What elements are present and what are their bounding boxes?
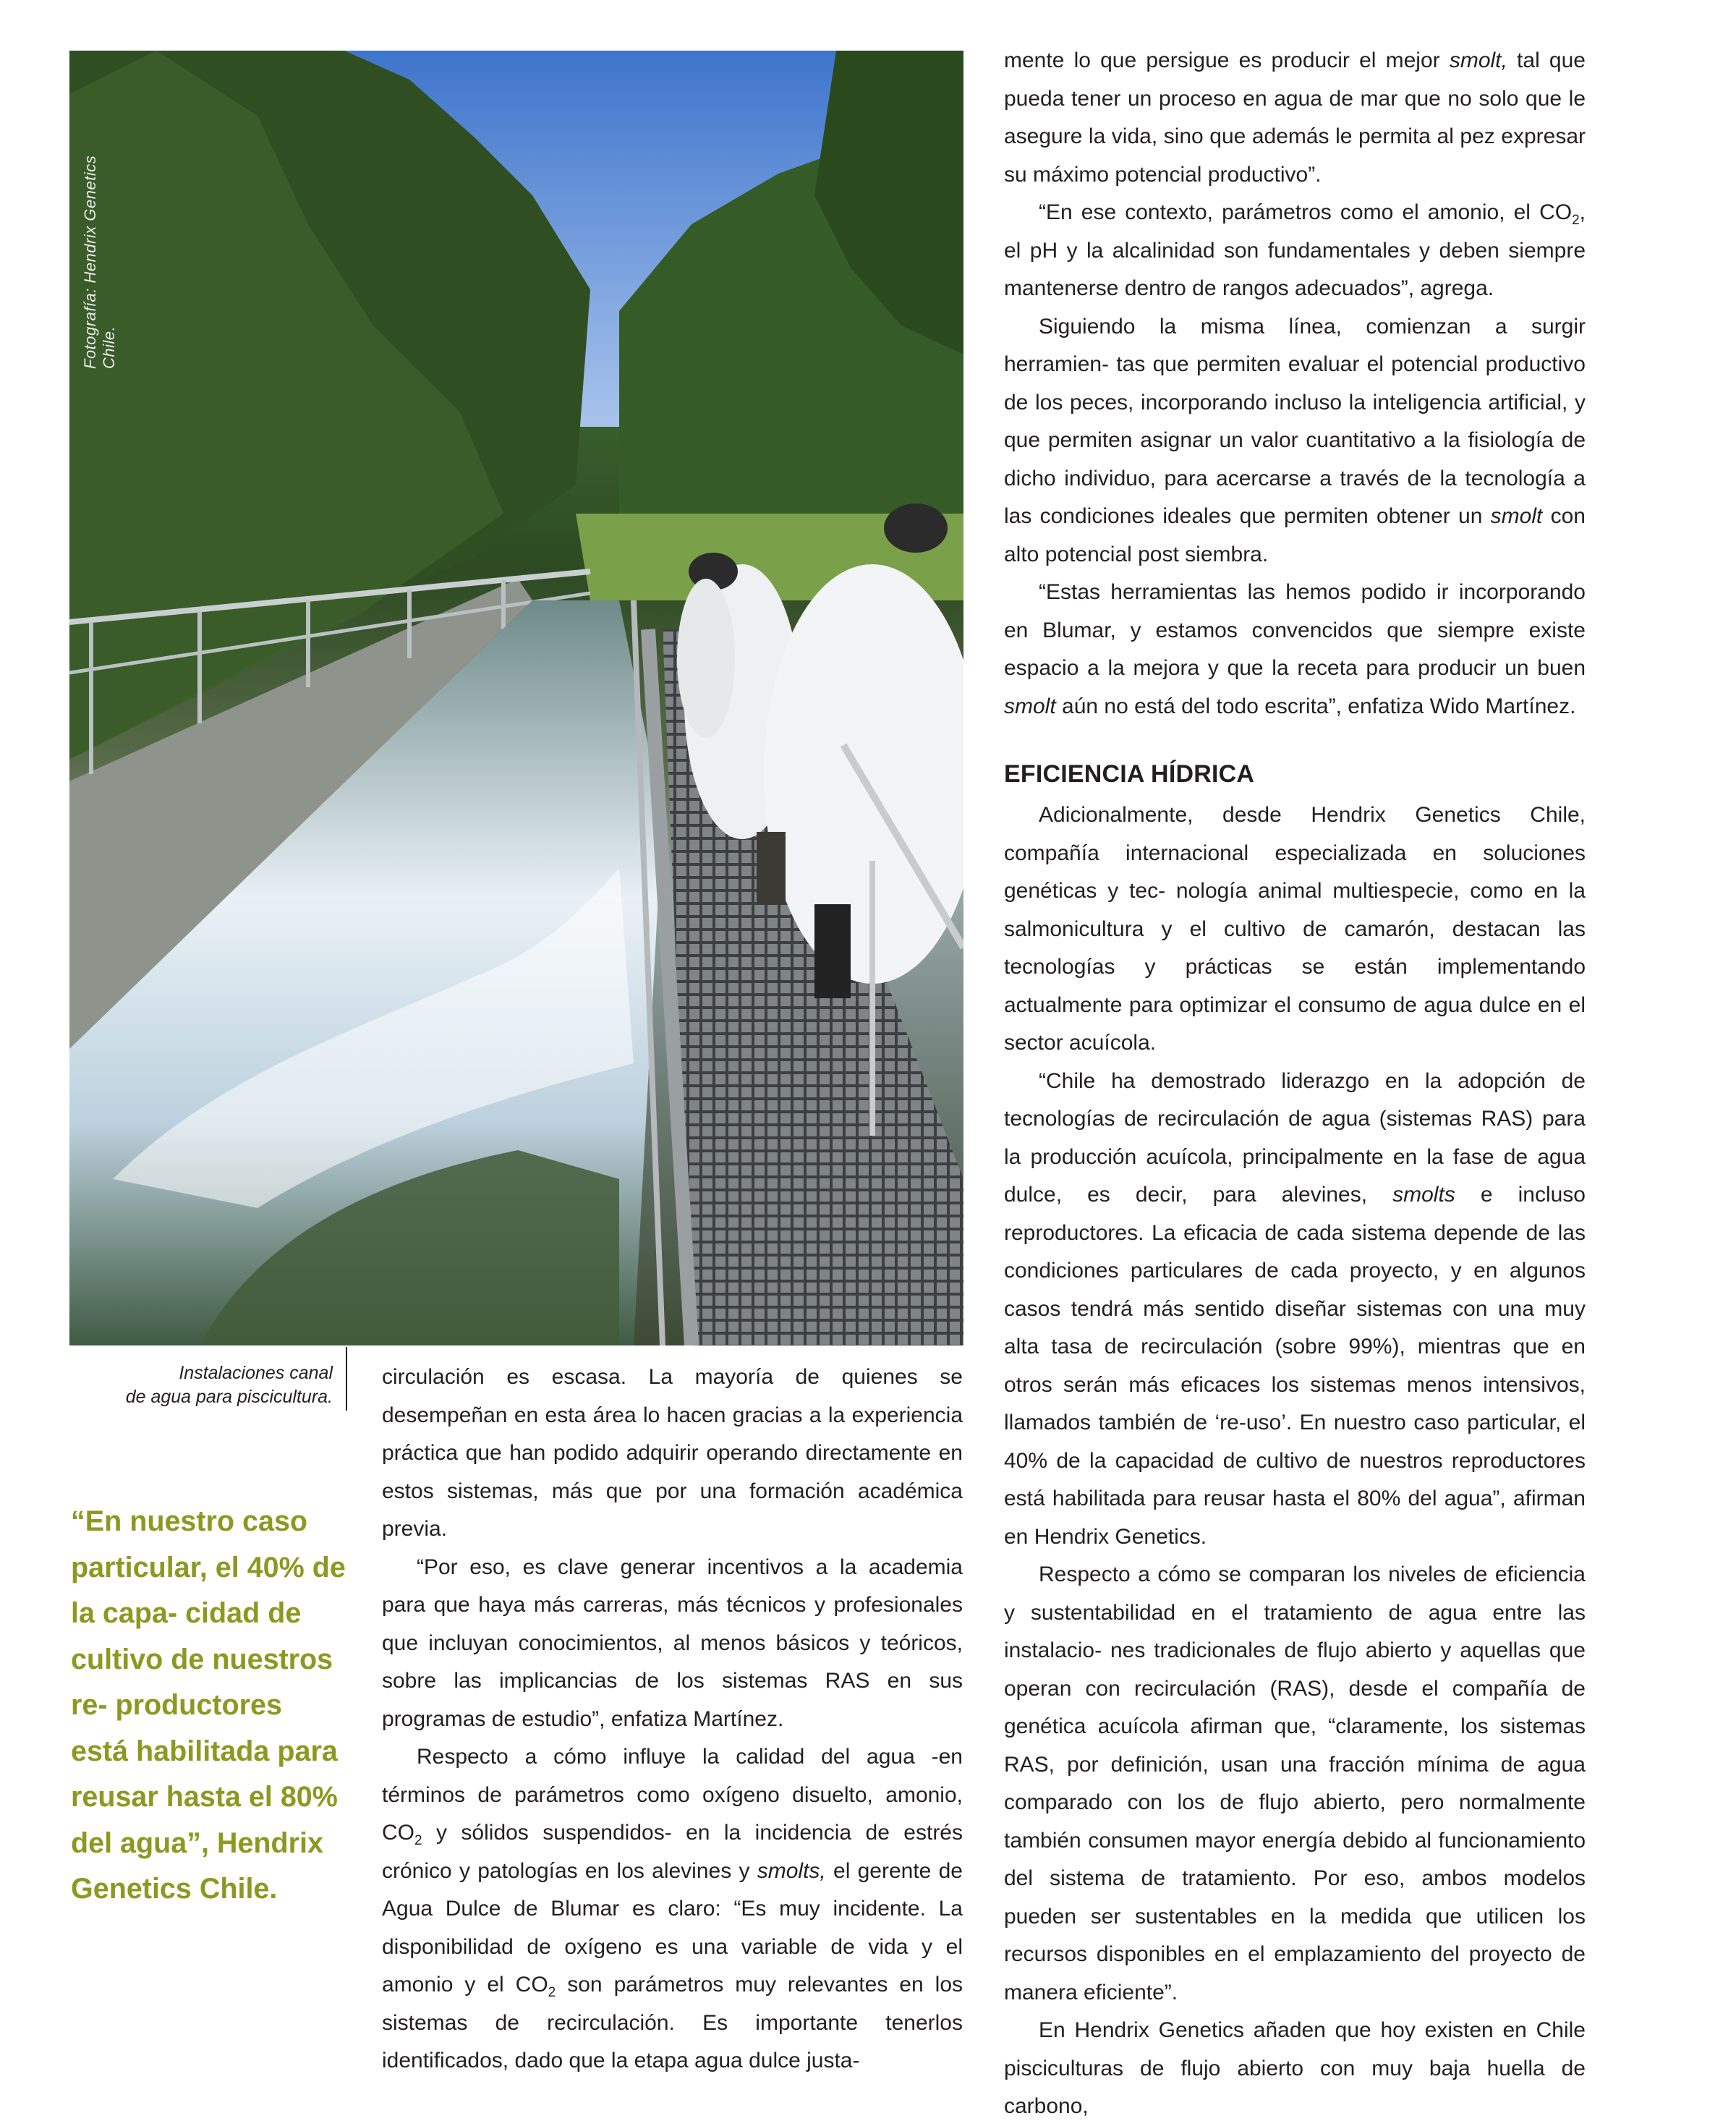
- italic-term: smolts: [1392, 1183, 1455, 1207]
- photo-caption: [87, 1361, 333, 1409]
- caption-line-1: Instalaciones canal: [179, 1363, 333, 1383]
- text-run: “En ese contexto, parámetros como el amonio, el CO: [1039, 200, 1573, 224]
- canal-photo-illustration: [69, 51, 963, 1345]
- caption-line-2: de agua para piscicultura.: [125, 1387, 333, 1407]
- text-run: son parámetros muy relevantes en los sistemas de recirculación. Es importante tenerlos identificados, dado que la etapa agua dulce justa-: [382, 1973, 963, 2072]
- text-run: “Chile ha demostrado liderazgo en la adopción de tecnologías de recirculación de agua (sistemas RAS) para la producción acuícola, principalmente en la fase de agua dulce, es decir, para alevines,: [1004, 1068, 1586, 1207]
- paragraph: “Por eso, es clave generar incentivos a la academia para que haya más carreras, más técnicos y profesionales que incluyan conocimientos, al menos básicos y teóricos, sobre las implicancias de los sistemas RAS en sus programas de estudio”, enfatiza Martínez.: [382, 1555, 963, 1731]
- paragraph: circulación es escasa. La mayoría de quienes se desempeñan en esta área lo hacen gracias a la experiencia práctica que han podido adquirir operando directamente en estos sistemas, más que por una formación académica previa.: [382, 1365, 963, 1541]
- section-heading: EFICIENCIA HÍDRICA: [1004, 760, 1255, 788]
- italic-term: smolt: [1004, 694, 1056, 718]
- text-run: tal que pueda tener un proceso en agua de mar que no solo que le asegure la vida, sino que además le permita al pez expresar su máximo potencial productivo”.: [1004, 48, 1586, 187]
- text-run: e incluso reproductores. La eficacia de cada sistema depende de las condiciones particulares de cada proyecto, y en algunos casos tendrá más sentido diseñar sistemas con una muy alta tasa de recirculación (sobre 99%), mientras que en otros serán más eficaces los sistemas menos intensivos, llamados también de ‘re-uso’. En nuestro caso particular, el 40% de la capacidad de cultivo de nuestros reproductores está habilitada para reusar hasta el 80% del agua”, afirman en Hendrix Genetics.: [1004, 1183, 1586, 1549]
- italic-term: smolt: [1490, 504, 1543, 528]
- text-run: mente lo que persigue es producir el mejor: [1004, 48, 1450, 72]
- paragraph: [1004, 574, 1586, 726]
- text-run: aún no está del todo escrita”, enfatiza Wido Martínez.: [1055, 694, 1576, 718]
- italic-term: smolts,: [757, 1858, 826, 1883]
- text-run: , el pH y la alcalinidad son fundamentales y deben siempre mantenerse dentro de rangos adecuados”, agrega.: [1004, 200, 1586, 300]
- paragraph: [382, 1738, 963, 2080]
- paragraph: [1004, 42, 1586, 194]
- middle-column: [382, 1358, 963, 2080]
- paragraph: [1004, 1063, 1586, 1557]
- text-run: con alto potencial post siembra.: [1004, 504, 1586, 566]
- caption-divider: [346, 1347, 347, 1411]
- paragraph: En Hendrix Genetics añaden que hoy existen en Chile pisciculturas de flujo abierto con muy baja huella de carbono,: [1004, 2018, 1586, 2118]
- text-run: Siguiendo la misma línea, comienzan a surgir herramien- tas que permiten evaluar el potencial productivo de los peces, incorporando incluso la inteligencia artificial, y que permiten asignar un valor cuantitativo a la fisiología de dicho individuo, para acercarse a través de la tecnología a las condiciones ideales que permiten obtener un: [1004, 314, 1586, 528]
- right-column: [1004, 42, 1586, 2126]
- text-run: el gerente de Agua Dulce de Blumar es claro: “Es muy incidente. La disponibilidad de oxígeno es una variable de vida y el amonio y el CO: [382, 1858, 963, 1997]
- subscript: 2: [414, 1833, 422, 1848]
- subscript: 2: [548, 1985, 556, 2000]
- paragraph: [1004, 194, 1586, 308]
- text-run: y sólidos suspendidos- en la incidencia de estrés crónico y patologías en los alevines y: [382, 1821, 963, 1883]
- paragraph: Respecto a cómo se comparan los niveles de eficiencia y sustentabilidad en el tratamiento de agua entre las instalacio- nes tradicionales de flujo abierto y aquellas que operan con recirculación (RAS), desde el compañía de genética acuícola afirman que, “claramente, los sistemas RAS, por definición, usan una fracción mínima de agua comparado con los de flujo abierto, pero normalmente también consumen mayor energía debido al funcionamiento del sistema de tratamiento. Por eso, ambos modelos pueden ser sustentables en la medida que utilicen los recursos disponibles en el emplazamiento del proyecto de manera eficiente”.: [1004, 1562, 1586, 2004]
- canal-photo: [69, 51, 963, 1345]
- italic-term: smolt,: [1449, 48, 1507, 72]
- photo-credit: Fotografía: Hendrix Genetics Chile.: [81, 155, 118, 369]
- paragraph: Adicionalmente, desde Hendrix Genetics Chile, compañía internacional especializada en soluciones genéticas y tec- nología animal multiespecie, como en la salmonicultura y el cultivo de camarón, destacan las tecnologías y prácticas se están implementando actualmente para optimizar el consumo de agua dulce en el sector acuícola.: [1004, 803, 1586, 1055]
- pull-quote: “En nuestro caso particular, el 40% de la capa- cidad de cultivo de nuestros re- productores está habilitada para reusar hasta el 80% del agua”, Hendrix Genetics Chile.: [71, 1505, 346, 1905]
- subscript: 2: [1572, 213, 1580, 228]
- text-run: “Estas herramientas las hemos podido ir incorporando en Blumar, y estamos convencidos que siempre existe espacio a la mejora y que la receta para producir un buen: [1004, 580, 1586, 680]
- text-run: Respecto a cómo influye la calidad del agua -en términos de parámetros como oxígeno disuelto, amonio, CO: [382, 1745, 963, 1845]
- paragraph: [1004, 308, 1586, 574]
